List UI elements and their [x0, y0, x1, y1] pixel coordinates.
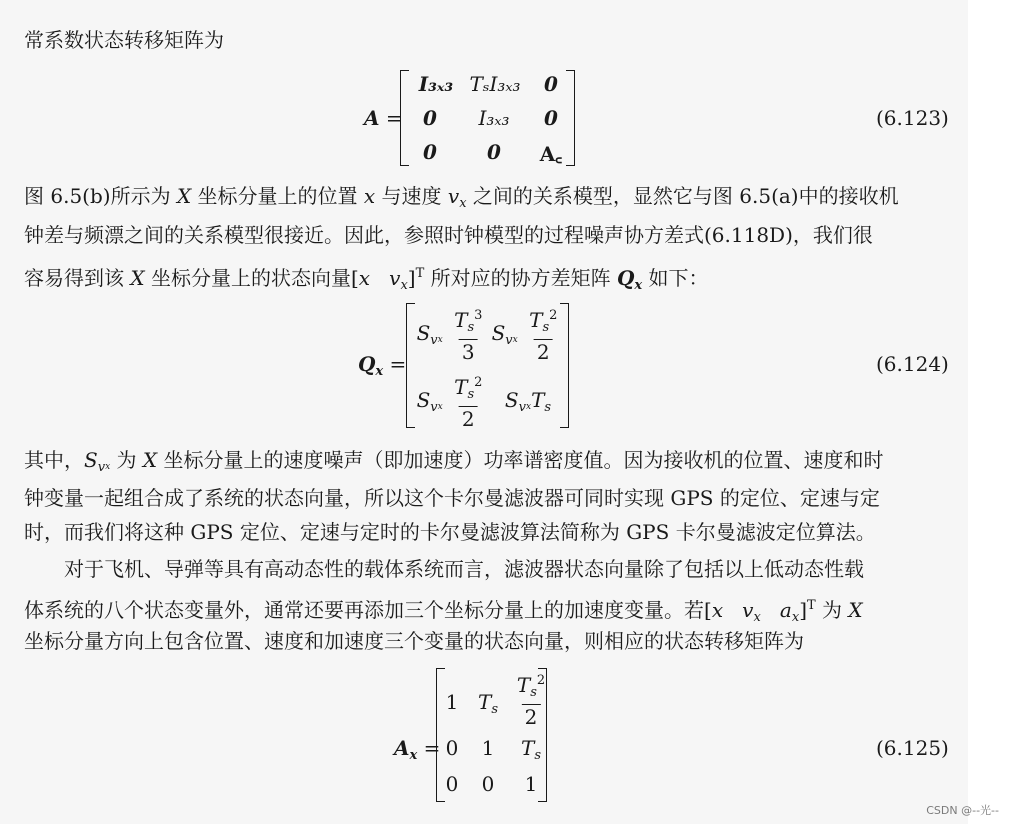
- para3-line2: 体系统的八个状态变量外，通常还要再添加三个坐标分量上的加速度变量。若[x $v_x$ $a_x]^T$ 为 X: [24, 598, 863, 625]
- eq125-cell-r1c1: 1: [445, 690, 459, 714]
- para1-line1: 图 6.5(b)所示为 X 坐标分量上的位置 x 与速度 $v_x$ 之间的关系模型，显然它与图 6.5(a)中的接收机: [24, 184, 899, 211]
- para3-line1: 对于飞机、导弹等具有高动态性的载体系统而言，滤波器状态向量除了包括以上低动态性载: [64, 557, 864, 581]
- eq123-right-bracket: [566, 70, 575, 166]
- intro-text: 常系数状态转移矩阵为: [24, 28, 224, 52]
- eq123-number: (6.123): [876, 106, 949, 130]
- eq123-left-bracket: [400, 70, 409, 166]
- eq125-cell-r1c3: $\frac{T_s^2}{2}$: [516, 673, 546, 729]
- eq124-cell-r2c2: $S_vxT_s$: [504, 388, 552, 415]
- eq124-cell-r2c1: $S_vx$ $\frac{T_s^2}{2}$: [416, 375, 483, 431]
- eq123-cell-r1c3: 0: [544, 72, 558, 96]
- eq123-cell-r3c1: 0: [423, 140, 437, 164]
- para2-line1: 其中，$S_vx$ 为 X 坐标分量上的速度噪声（即加速度）功率谱密度值。因为接收机的位置、速度和时: [24, 448, 884, 475]
- eq124-lhs: Q: [358, 352, 376, 376]
- eq125-cell-r2c3: $T_s$: [520, 736, 542, 763]
- eq125-left-bracket: [436, 668, 445, 802]
- para1-line2: 钟差与频漂之间的关系模型很接近。因此，参照时钟模型的过程噪声协方差式(6.118D)，我们很: [24, 223, 873, 247]
- eq125-lhs: A: [394, 736, 410, 760]
- eq125-cell-r1c2: $T_s$: [477, 690, 499, 717]
- watermark: CSDN @--光--: [926, 804, 999, 817]
- eq123-cell-r2c3: 0: [544, 106, 558, 130]
- para2-line3: 时，而我们将这种 GPS 定位、定速与定时的卡尔曼滤波算法简称为 GPS 卡尔曼滤波定位算法。: [24, 520, 876, 544]
- eq123-cell-r3c3: A꜀: [539, 142, 563, 166]
- eq124-left-bracket: [406, 303, 415, 428]
- eq125-cell-r2c2: 1: [481, 736, 495, 760]
- para1-line3: 容易得到该 X 坐标分量上的状态向量[x $v_x]^T$ 所对应的协方差矩阵 $Q_x$ 如下：: [24, 266, 709, 293]
- eq124-cell-r1c2: $S_vx$ $\frac{T_s^2}{2}$: [491, 308, 558, 364]
- document-page: 常系数状态转移矩阵为 A = I₃ₓ₃ TₛI₃ₓ₃ 0 0 I₃ₓ₃ 0 0 0 A꜀ (6.123) 图 6.5(b)所示为 X 坐标分量上的位置 x 与速度 $v_x$ 之间的关系模型，显然它与图 6.5(a)中的接收机 钟差与频漂之间的关系模型很接近。因此，参照时钟模型的过程噪声协方差式(6.118D)，我们很 容易得到该 X 坐标分量上的状态向量[x $v_x]^T$ 所对应的协方差矩阵 $Q_x$ 如下： $Q_x$ = $S_vx$ $\frac{T_s^3}{3}$ $S_vx$ $\frac{T_s^2}{2}$ $S_vx$ $\frac{T_s^2}{2}$ $S_vxT_s$ (6.124) 其中，$S_vx$ 为 X 坐标分量上的速度噪声（即加速度）功率谱密度值。因为接收机的位置、速度和时 钟变量一起组合成了系统的状态向量，所以这个卡尔曼滤波器可同时实现 GPS 的定位、定速与定 时，而我们将这种 GPS 定位、定速与定时的卡尔曼滤波算法简称为 GPS 卡尔曼滤波定位算法。 对于飞机、导弹等具有高动态性的载体系统而言，滤波器状态向量除了包括以上低动态性载 体系统的八个状态变量外，通常还要再添加三个坐标分量上的加速度变量。若[x $v_x$ $a_x]^T$ 为 X 坐标分量方向上包含位置、速度和加速度三个变量的状态向量，则相应的状态转移矩阵为 $A_x$ = 1 $T_s$ $\frac{T_s^2}{2}$ 0 1 $T_s$ 0 0 1 (6.125): [0, 0, 968, 824]
- eq125-number: (6.125): [876, 736, 949, 760]
- eq124-number: (6.124): [876, 352, 949, 376]
- eq123-cell-r2c1: 0: [423, 106, 437, 130]
- para3-line3: 坐标分量方向上包含位置、速度和加速度三个变量的状态向量，则相应的状态转移矩阵为: [24, 629, 804, 653]
- para2-line2: 钟变量一起组合成了系统的状态向量，所以这个卡尔曼滤波器可同时实现 GPS 的定位、定速与定: [24, 486, 880, 510]
- eq123-cell-r3c2: 0: [487, 140, 501, 164]
- eq123-cell-r1c1: I₃ₓ₃: [418, 72, 454, 96]
- eq125-cell-r2c1: 0: [445, 736, 459, 760]
- eq124-cell-r1c1: $S_vx$ $\frac{T_s^3}{3}$: [416, 308, 483, 364]
- eq125-cell-r3c2: 0: [481, 772, 495, 796]
- eq125-cell-r3c3: 1: [524, 772, 538, 796]
- eq125-cell-r3c1: 0: [445, 772, 459, 796]
- eq123-cell-r2c2: I₃ₓ₃: [478, 106, 510, 130]
- eq123-cell-r1c2: TₛI₃ₓ₃: [469, 72, 521, 96]
- eq123-lhs: A: [364, 106, 380, 130]
